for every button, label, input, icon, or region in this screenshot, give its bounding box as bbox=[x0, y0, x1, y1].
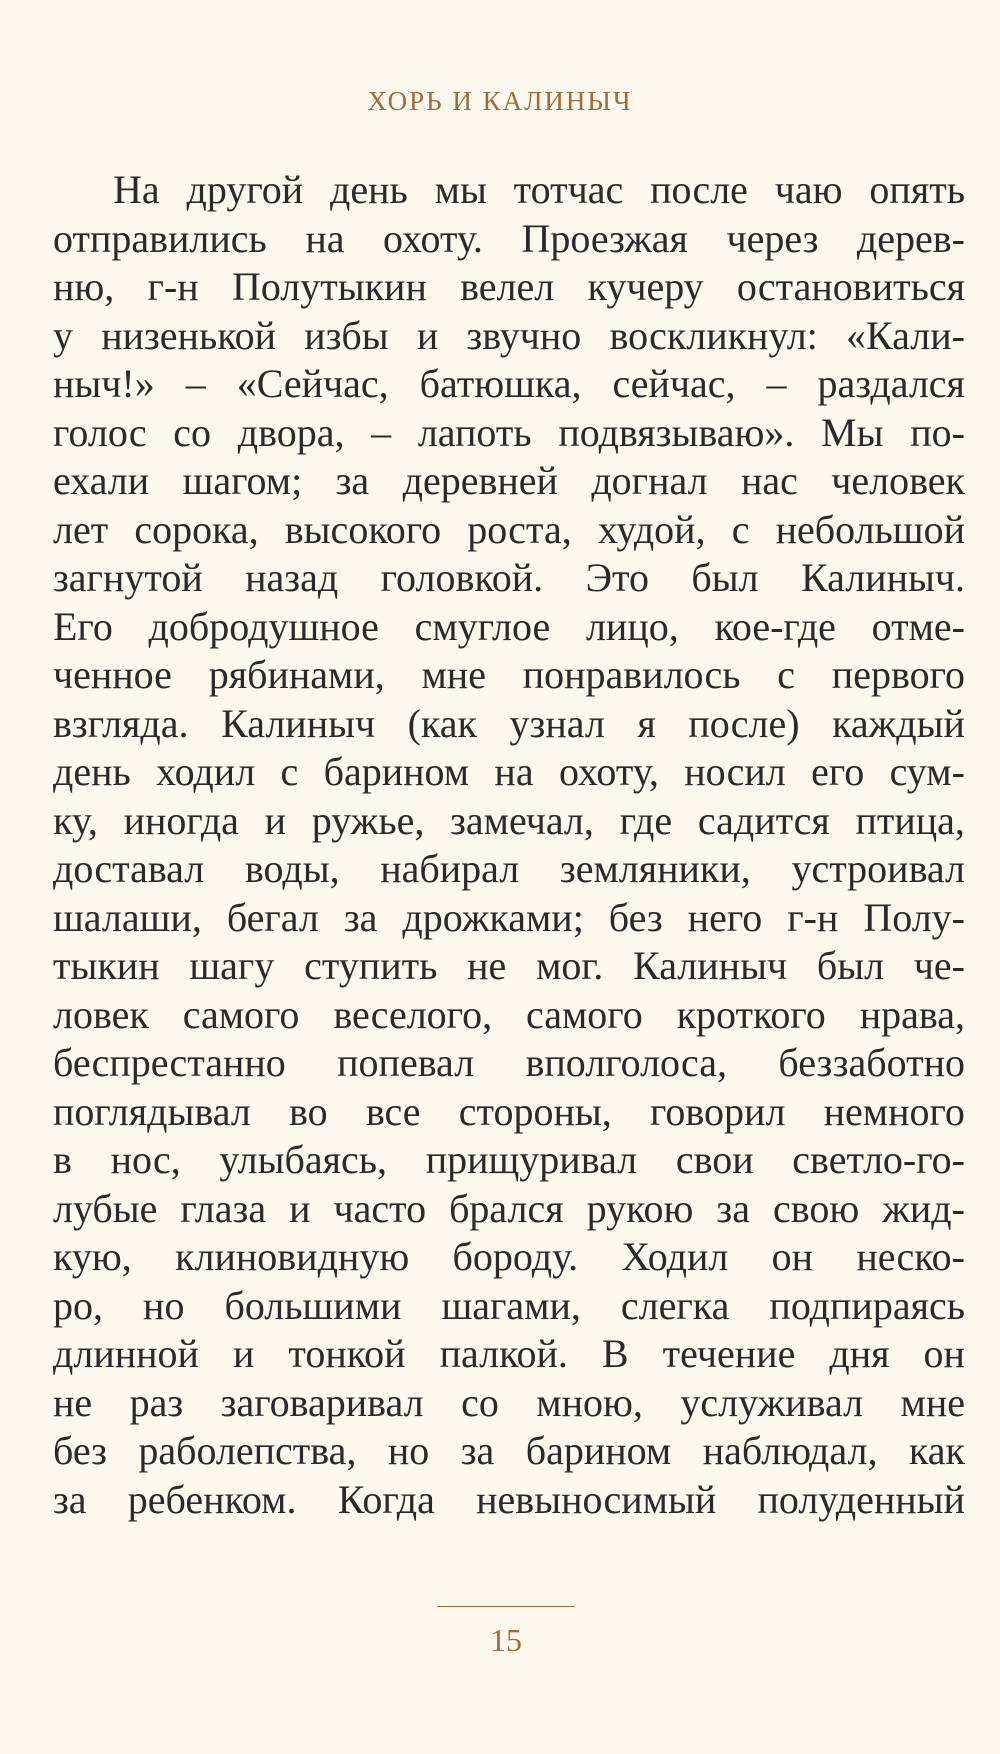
text-line: доставал воды, набирал земляники, устроивал bbox=[53, 846, 965, 891]
text-line: без раболепства, но за барином наблюдал, как bbox=[53, 1428, 965, 1473]
text-line: шалаши, бегал за дрожками; без него г-н Полу- bbox=[53, 894, 965, 940]
text-line: ныч!» – «Сейчас, батюшка, сейчас, – раздался bbox=[53, 361, 965, 406]
body-text bbox=[53, 166, 965, 1524]
text-line: ню, г-н Полутыкин велел кучеру остановиться bbox=[53, 264, 965, 309]
text-line: длинной и тонкой палкой. В течение дня он bbox=[53, 1331, 965, 1376]
page-number: 15 bbox=[490, 1622, 522, 1658]
text-line: голос со двора, – лапоть подвязываю». Мы по- bbox=[53, 409, 965, 455]
text-line: лубые глаза и часто брался рукою за свою жид- bbox=[53, 1185, 965, 1231]
text-line: ку, иногда и ружье, замечал, где садится птица, bbox=[53, 797, 965, 843]
text-line: На другой день мы тотчас после чаю опять bbox=[113, 167, 965, 212]
text-line: беспрестанно попевал вполголоса, беззаботно bbox=[53, 1040, 965, 1085]
footer-divider bbox=[437, 1606, 575, 1607]
text-line: Его добродушное смуглое лицо, кое-где отме- bbox=[53, 603, 965, 649]
text-line: ченное рябинами, мне понравилось с первого bbox=[53, 652, 965, 697]
text-line: не раз заговаривал со мною, услуживал мне bbox=[53, 1379, 965, 1425]
text-line: в нос, улыбаясь, прищуривал свои светло-го- bbox=[53, 1137, 965, 1182]
text-line: отправились на охоту. Проезжая через дерев- bbox=[53, 215, 965, 261]
text-line: кую, клиновидную бороду. Ходил он неско- bbox=[53, 1234, 965, 1279]
text-line: ехали шагом; за деревней догнал нас человек bbox=[53, 458, 965, 503]
text-line: взгляда. Калиныч (как узнал я после) каждый bbox=[53, 700, 965, 746]
text-line: тыкин шагу ступить не мог. Калиныч был че- bbox=[53, 943, 965, 988]
running-head-title: ХОРЬ И КАЛИНЫЧ bbox=[367, 86, 633, 116]
text-line: поглядывал во все стороны, говорил немного bbox=[53, 1088, 965, 1134]
text-line: загнутой назад головкой. Это был Калиныч. bbox=[53, 555, 965, 600]
text-line: ловек самого веселого, самого кроткого нрава, bbox=[53, 991, 965, 1037]
text-line: ро, но большими шагами, слегка подпираясь bbox=[53, 1282, 965, 1328]
text-line: у низенькой избы и звучно воскликнул: «Кали- bbox=[53, 312, 965, 358]
text-line: день ходил с барином на охоту, носил его сум- bbox=[53, 749, 965, 794]
text-line: за ребенком. Когда невыносимый полуденный bbox=[53, 1476, 965, 1522]
text-line: лет сорока, высокого роста, худой, с небольшой bbox=[53, 506, 965, 552]
